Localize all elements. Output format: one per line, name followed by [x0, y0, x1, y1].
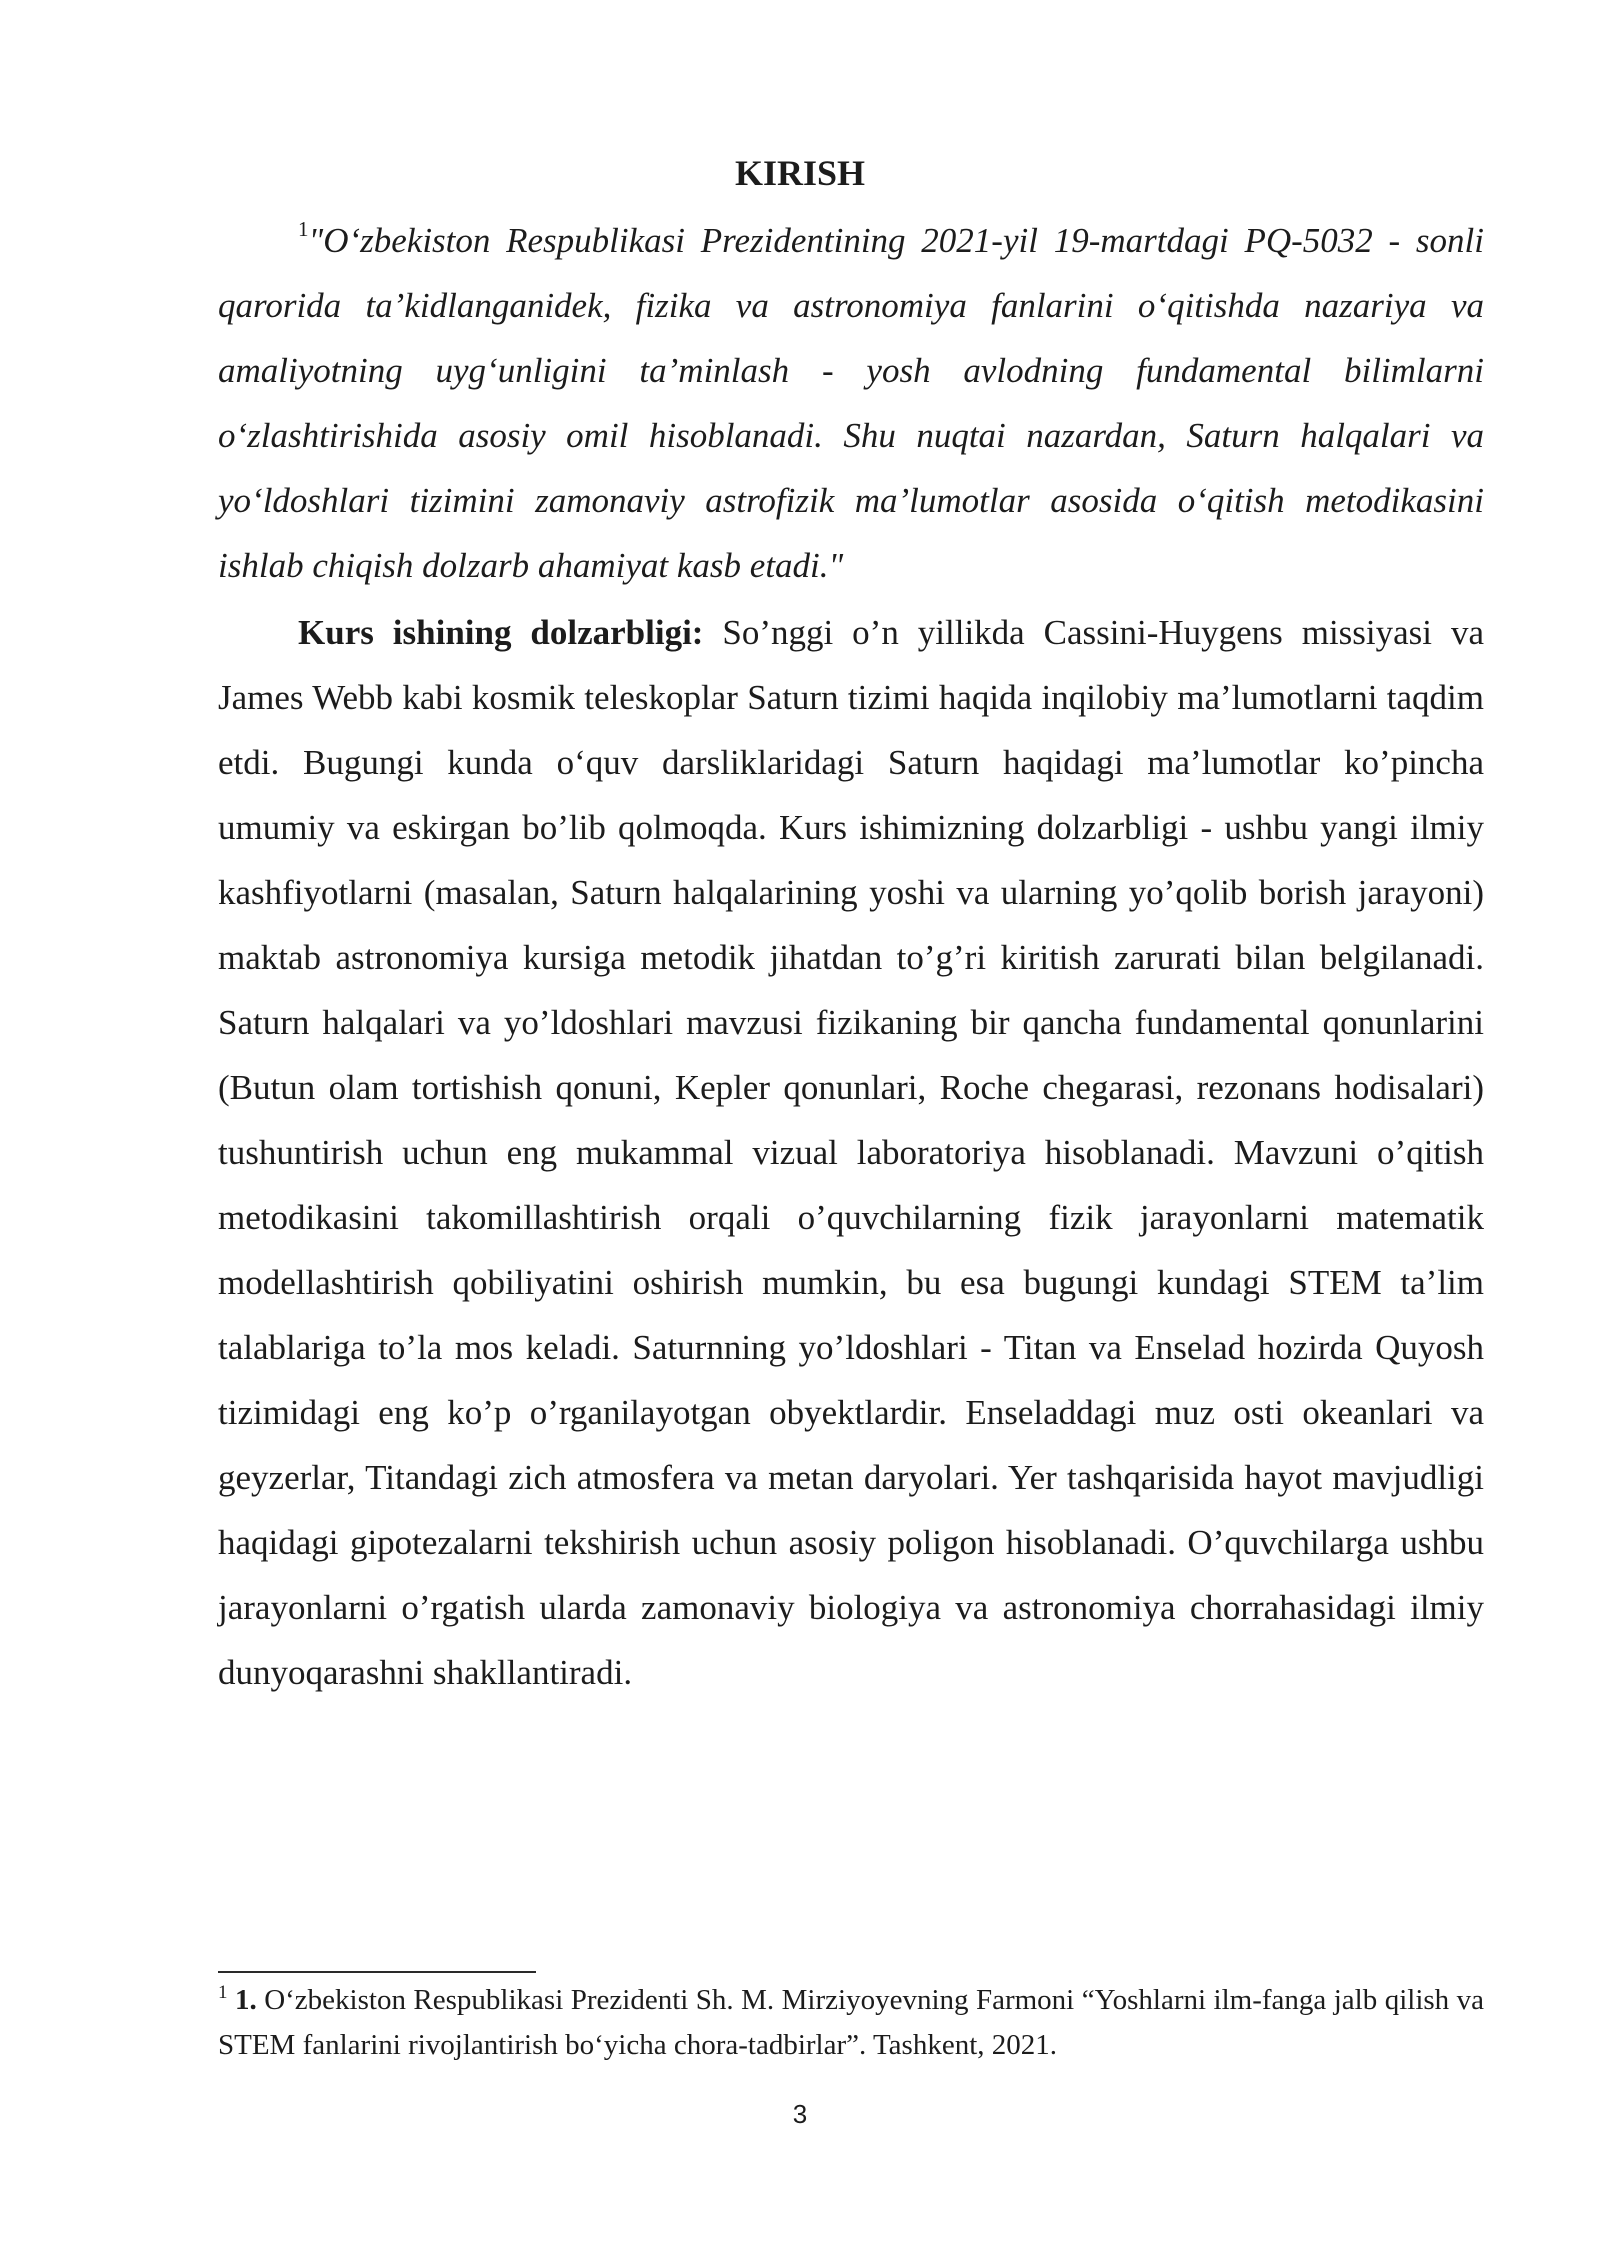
footnote-text: O‘zbekiston Respublikasi Prezidenti Sh. M. Mirziyoyevning Farmoni “Yoshlarni ilm-fanga jalb qilish va STEM fanlarini rivojlantirish bo‘yicha chora-tadbirlar”. Tashkent, 2021.: [218, 1984, 1485, 2061]
relevance-text: So’nggi o’n yillikda Cassini-Huygens missiyasi va James Webb kabi kosmik teleskoplar Saturn tizimi haqida inqilobiy ma’lumotlarni taqdim etdi. Bugungi kunda o‘quv darsliklaridagi Saturn haqidagi ma’lumotlar ko’pincha umumiy va eskirgan bo’lib qolmoqda. Kurs ishimizning dolzarbligi - ushbu yangi ilmiy kashfiyotlarni (masalan, Saturn halqalarining yoshi va ularning yo’qolib borish jarayoni) maktab astronomiya kursiga metodik jihatdan to’g’ri kiritish zarurati bilan belgilanadi. Saturn halqalari va yo’ldoshlari mavzusi fizikaning bir qancha fundamental qonunlarini (Butun olam tortishish qonuni, Kepler qonunlari, Roche chegarasi, rezonans hodisalari) tushuntirish uchun eng mukammal vizual laboratoriya hisoblanadi. Mavzuni o’qitish metodikasini takomillashtirish orqali o’quvchilarning fizik jarayonlarni matematik modellashtirish qobiliyatini oshirish mumkin, bu esa bugungi kundagi STEM ta’lim talablariga to’la mos keladi. Saturnning yo’ldoshlari - Titan va Enselad hozirda Quyosh tizimidagi eng ko’p o’rganilayotgan obyektlardir. Enseladdagi muz osti okeanlari va geyzerlar, Titandagi zich atmosfera va metan daryolari. Yer tashqarisida hayot mavjudligi haqidagi gipotezalarni tekshirish uchun asosiy poligon hisoblanadi. O’quvchilarga ushbu jarayonlarni o’rgatish ularda zamonaviy biologiya va astronomiya chorrahasidagi ilmiy dunyoqarashni shakllantiradi.: [218, 613, 1484, 1692]
footnote-number: 1.: [234, 1984, 257, 2016]
footnote-marker: 1: [218, 1982, 228, 2003]
footnote-separator: [218, 1971, 536, 1973]
intro-quote-paragraph: [218, 208, 1484, 598]
footnote: [218, 1978, 1484, 2068]
relevance-paragraph: [218, 600, 1484, 1705]
page-number: 3: [792, 2099, 808, 2129]
page-heading: KIRISH: [734, 153, 866, 193]
relevance-label: Kurs ishining dolzarbligi:: [298, 613, 704, 652]
intro-quote-text: "O‘zbekiston Respublikasi Prezidentining 2021-yil 19-martdagi PQ-5032 - sonli qarorida ta’kidlanganidek, fizika va astronomiya fanlarini o‘qitishda nazariya va amaliyotning uyg‘unligini ta’minlash - yosh avlodning fundamental bilimlarni o‘zlashtirishida asosiy omil hisoblanadi. Shu nuqtai nazardan, Saturn halqalari va yo‘ldoshlari tizimini zamonaviy astrofizik ma’lumotlar asosida o‘qitish metodikasini ishlab chiqish dolzarb ahamiyat kasb etadi.": [218, 221, 1484, 585]
footnote-reference-marker[interactable]: 1: [298, 217, 309, 241]
